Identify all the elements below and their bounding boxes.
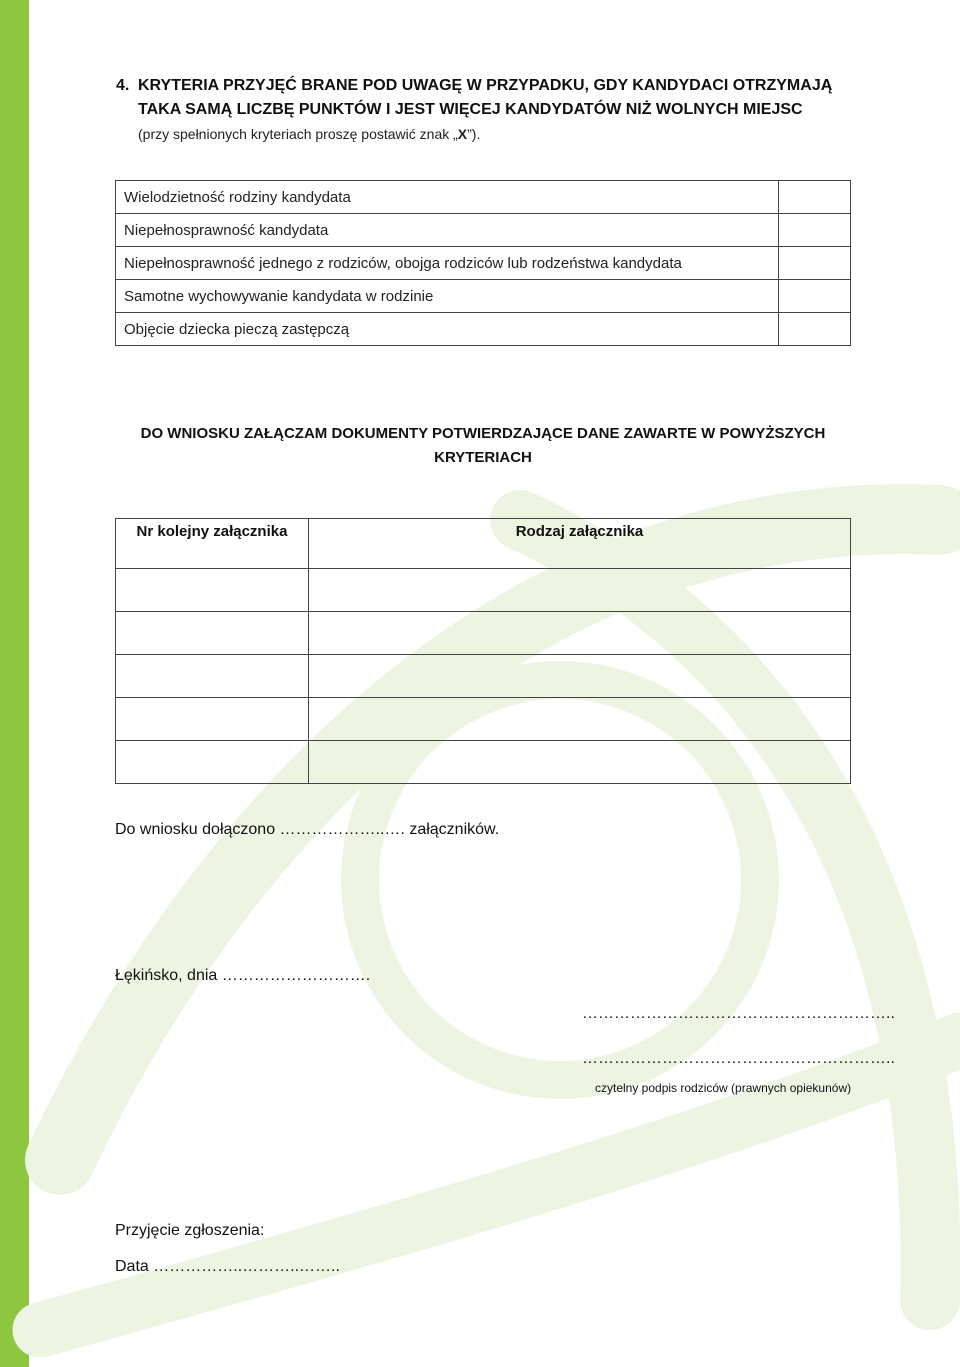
criterion-label: Samotne wychowywanie kandydata w rodzinie [116,280,779,313]
attachment-type-cell[interactable] [309,655,851,698]
signature-line-2: ………………………………………………….. [582,1050,895,1067]
attachment-number-cell[interactable] [116,612,309,655]
acceptance-date-line: Data ……………..………..…….. [115,1258,340,1275]
column-header-type: Rodzaj załącznika [309,519,851,569]
signature-caption: czytelny podpis rodziców (prawnych opiekunów) [595,1081,852,1095]
criterion-label: Objęcie dziecka pieczą zastępczą [116,313,779,346]
criteria-row [116,280,851,313]
attachment-row [116,569,851,612]
attachment-type-cell[interactable] [309,569,851,612]
attachment-number-cell[interactable] [116,741,309,784]
attachment-type-cell[interactable] [309,612,851,655]
instruction-text: (przy spełnionych kryteriach proszę postawić znak „ [138,126,458,142]
attachments-count-line: Do wniosku dołączono ………………..…. załączników. [115,821,500,838]
attachment-type-cell[interactable] [309,741,851,784]
attachment-type-cell[interactable] [309,698,851,741]
criterion-label: Niepełnosprawność kandydata [116,214,779,247]
criterion-checkbox-cell[interactable] [779,313,851,346]
criteria-row [116,214,851,247]
signature-line-1: ………………………………………………….. [582,1005,895,1022]
section-number: 4. [116,77,130,94]
criterion-label: Wielodzietność rodziny kandydata [116,181,779,214]
criteria-row [116,181,851,214]
attachments-header-row [116,519,851,569]
attachments-table [115,518,851,784]
attachment-row [116,612,851,655]
criteria-row [116,247,851,280]
criteria-table [115,180,851,346]
attachments-heading: DO WNIOSKU ZAŁĄCZAM DOKUMENTY POTWIERDZAJĄCE DANE ZAWARTE W POWYŻSZYCH KRYTERIACH [140,425,826,466]
section-title-line2: TAKA SAMĄ LICZBĘ PUNKTÓW I JEST WIĘCEJ KANDYDATÓW NIŻ WOLNYCH MIEJSC [138,101,803,118]
attachment-row [116,698,851,741]
section-title [116,74,876,122]
criterion-label: Niepełnosprawność jednego z rodziców, obojga rodziców lub rodzeństwa kandydata [116,247,779,280]
criterion-checkbox-cell[interactable] [779,181,851,214]
acceptance-label: Przyjęcie zgłoszenia: [115,1222,265,1239]
section-title-line1: KRYTERIA PRZYJĘĆ BRANE POD UWAGĘ W PRZYPADKU, GDY KANDYDACI OTRZYMAJĄ [138,77,833,94]
attachment-number-cell[interactable] [116,655,309,698]
column-header-number: Nr kolejny załącznika [116,519,309,569]
attachment-number-cell[interactable] [116,698,309,741]
criterion-checkbox-cell[interactable] [779,214,851,247]
criteria-row [116,313,851,346]
place-date-line: Łękińsko, dnia ………………………. [115,967,371,984]
attachment-number-cell[interactable] [116,569,309,612]
criterion-checkbox-cell[interactable] [779,280,851,313]
criterion-checkbox-cell[interactable] [779,247,851,280]
instruction-mark: X [457,126,468,142]
attachment-row [116,741,851,784]
instruction-text-end: ”). [467,126,481,142]
attachment-row [116,655,851,698]
section-instruction [138,126,480,142]
